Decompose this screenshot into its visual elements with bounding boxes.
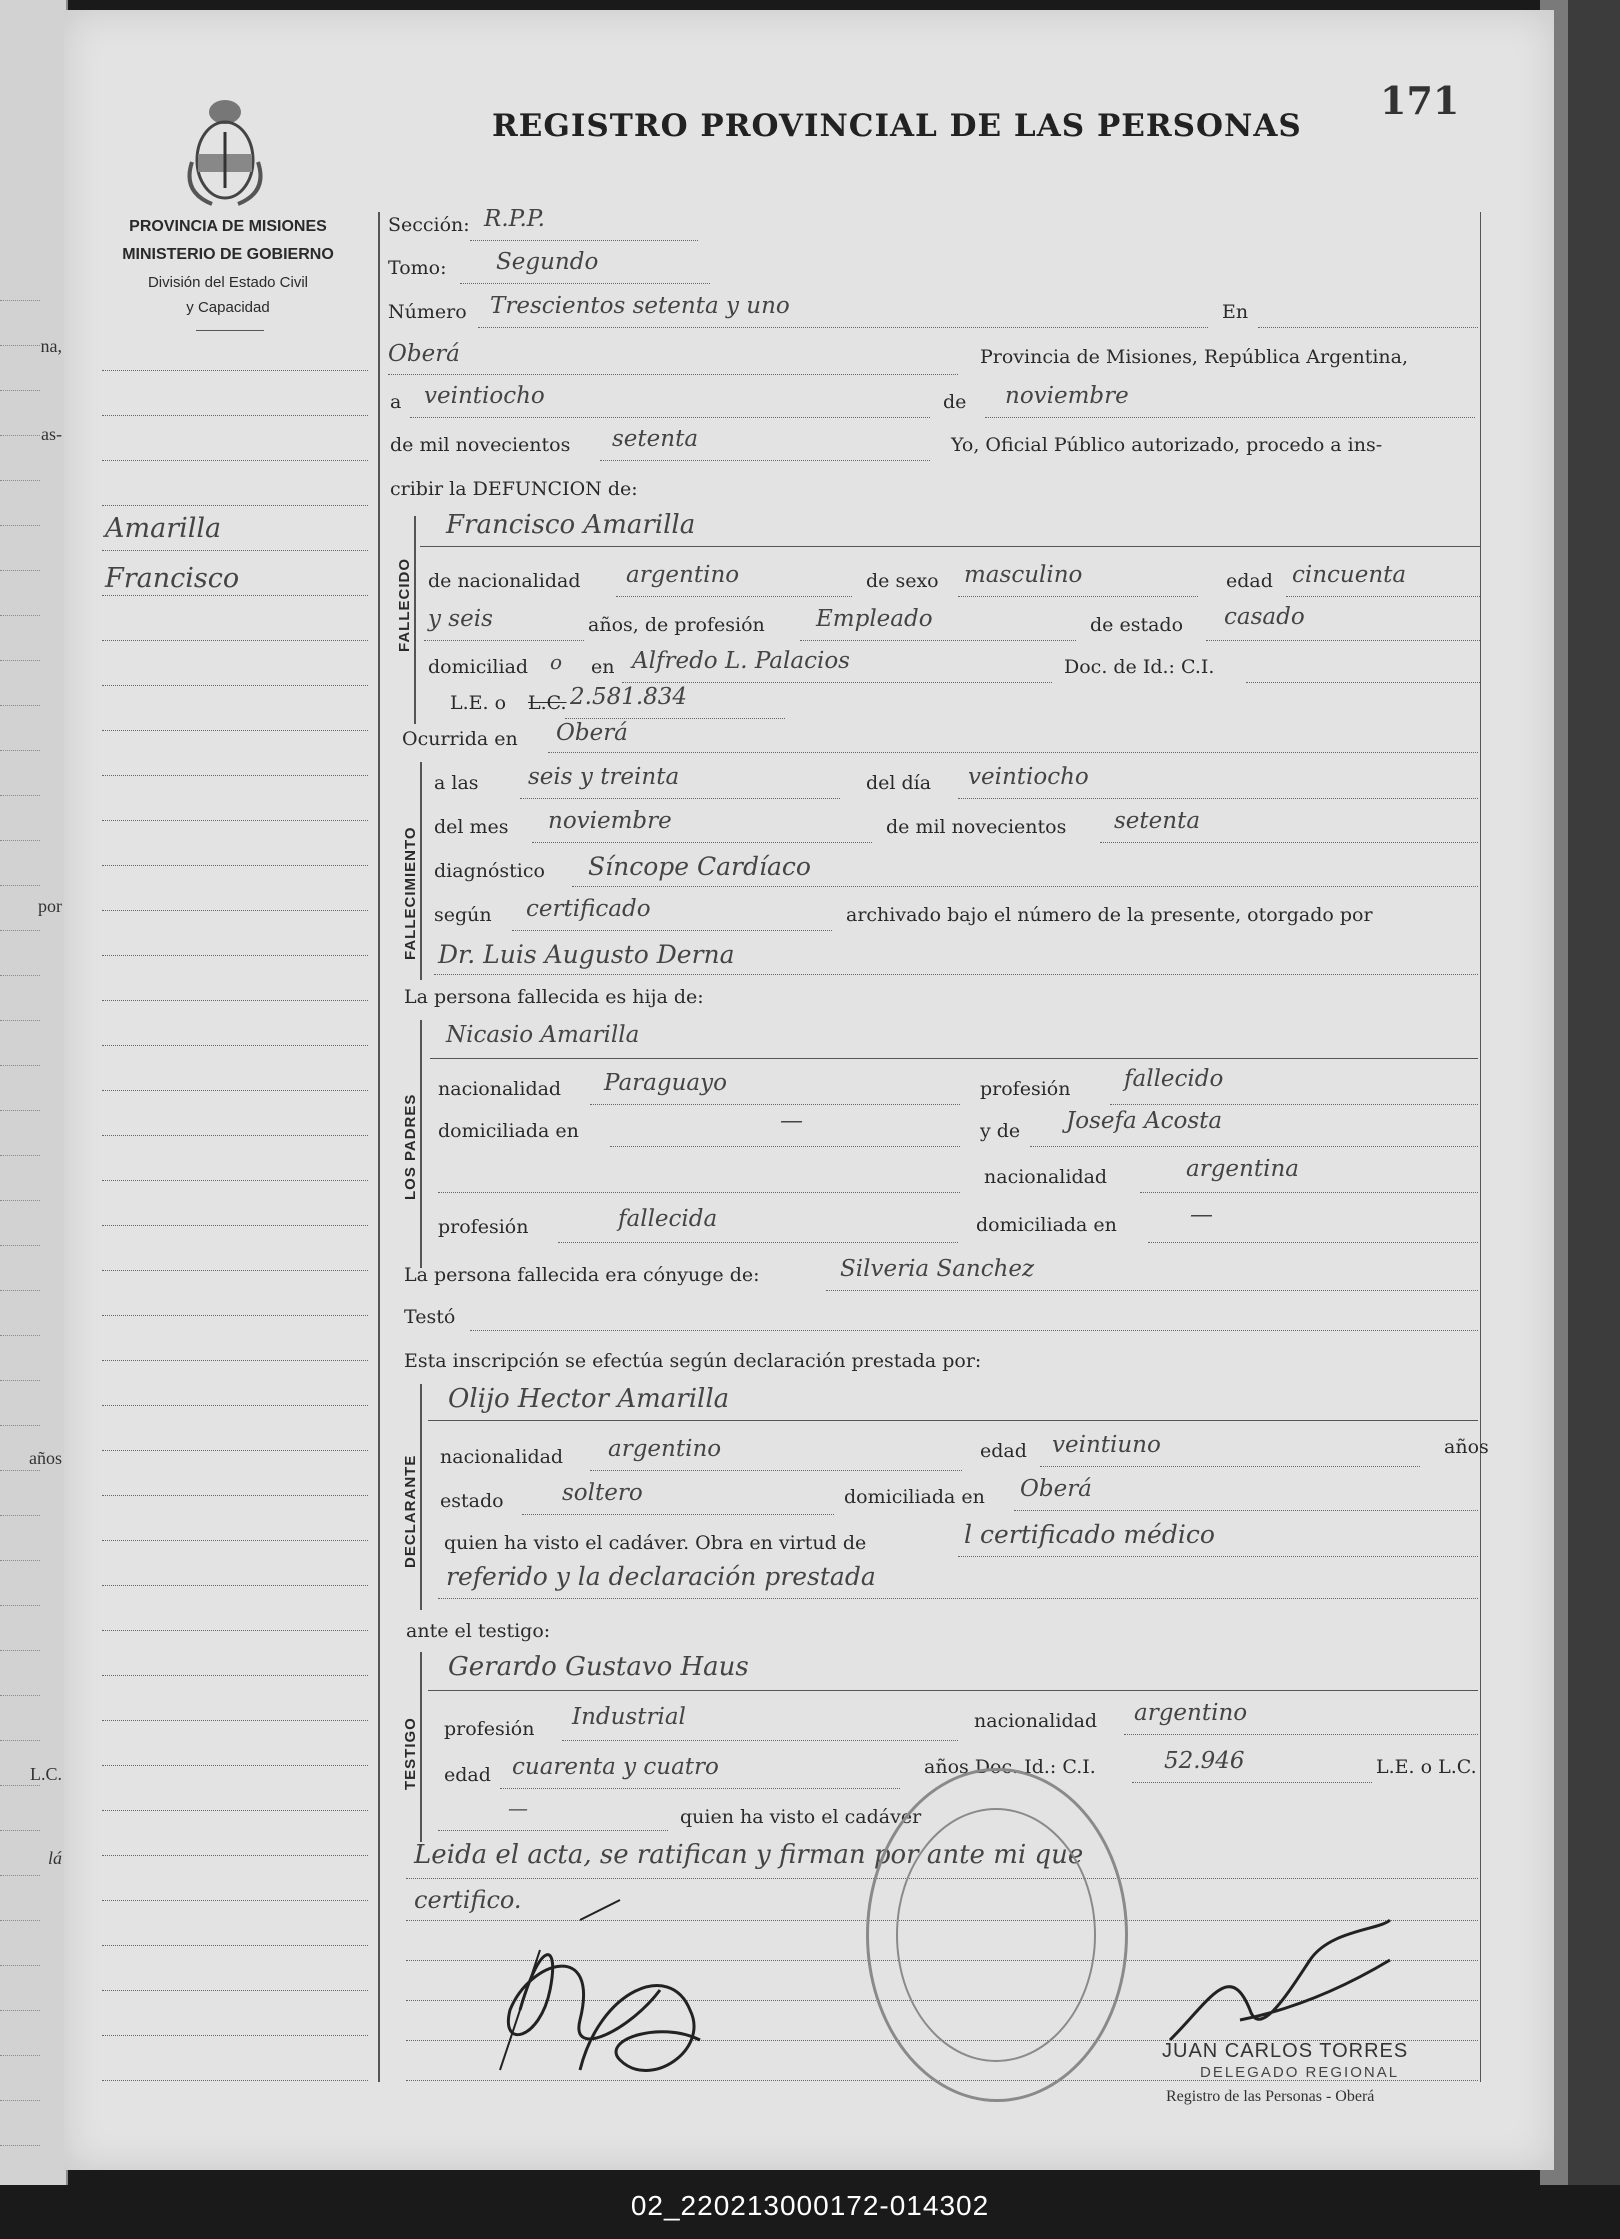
declarante-estado-label: estado xyxy=(440,1490,504,1512)
page-number: 171 xyxy=(1380,78,1460,123)
madre-nac-label: nacionalidad xyxy=(984,1166,1108,1188)
left-page-rule-line xyxy=(0,1785,40,1786)
left-page-rule-line xyxy=(0,2145,40,2146)
fallecido-edad-label: edad xyxy=(1226,570,1273,592)
left-page-rule-line xyxy=(0,1155,40,1156)
left-page-rule-line xyxy=(0,1245,40,1246)
declarante-edad-value: veintiuno xyxy=(1052,1432,1161,1458)
margin-rule-line xyxy=(102,1000,368,1001)
left-page-rule-line xyxy=(0,1740,40,1741)
left-page-rule-line xyxy=(0,480,40,481)
oficial-name: JUAN CARLOS TORRES xyxy=(1162,2040,1409,2062)
left-page-rule-line xyxy=(0,2100,40,2101)
mes-value: noviembre xyxy=(1005,383,1129,409)
yde-label: y de xyxy=(980,1120,1021,1142)
inscribir-text: cribir la DEFUNCION de: xyxy=(390,478,638,500)
left-page-rule-line xyxy=(0,1380,40,1381)
left-page-rule-line xyxy=(0,390,40,391)
margin-rule-line xyxy=(102,1630,368,1631)
left-page-rule-line xyxy=(0,1515,40,1516)
cierre-line2: certifico. xyxy=(414,1886,522,1914)
page-title: REGISTRO PROVINCIAL DE LAS PERSONAS xyxy=(492,108,1302,144)
book-cover-spine xyxy=(1568,0,1620,2185)
fallecido-doc-label: Doc. de Id.: C.I. xyxy=(1064,656,1215,678)
left-page-rule-line xyxy=(0,1650,40,1651)
left-page-rule-line xyxy=(0,885,40,886)
en-label: En xyxy=(1222,301,1249,323)
section-declarante: DECLARANTE xyxy=(402,1454,419,1568)
fallecido-le-value: 2.581.834 xyxy=(570,684,688,710)
left-frag-text: lá xyxy=(47,1848,62,1868)
left-page-rule-line xyxy=(0,840,40,841)
madre-dom-value: — xyxy=(1190,1202,1213,1228)
left-page-rule-line xyxy=(0,435,40,436)
margin-rule-line xyxy=(102,460,368,461)
margin-rule-line xyxy=(102,370,368,371)
header-division: División del Estado Civil xyxy=(147,274,309,291)
declarante-dom-label: domiciliada en xyxy=(844,1486,985,1508)
fallecido-anios-label: años, de profesión xyxy=(588,614,765,636)
left-page-rule-line xyxy=(0,615,40,616)
left-page-rule-line xyxy=(0,345,40,346)
left-page-rule-line xyxy=(0,930,40,931)
section-padres: LOS PADRES xyxy=(402,1093,419,1200)
madre-dom-label: domiciliada en xyxy=(976,1214,1117,1236)
fallecido-nac-label: de nacionalidad xyxy=(428,570,581,592)
left-page-rule-line xyxy=(0,795,40,796)
margin-rule-line xyxy=(102,595,368,596)
testigo-le-label: L.E. o L.C. xyxy=(1376,1756,1477,1778)
margin-rule-line xyxy=(102,1045,368,1046)
margin-rule-line xyxy=(102,1225,368,1226)
section-fallecimiento: FALLECIMIENTO xyxy=(402,826,419,960)
footer-id: 02_220213000172-014302 xyxy=(630,2190,990,2221)
coat-of-arms-icon xyxy=(182,92,268,210)
testigo-ante-label: ante el testigo: xyxy=(406,1620,551,1642)
fallecido-sexo-label: de sexo xyxy=(866,570,939,592)
left-page-rule-line xyxy=(0,1425,40,1426)
signature-testigo xyxy=(560,1950,730,2100)
margin-name: Francisco xyxy=(105,563,240,594)
section-testigo: TESTIGO xyxy=(402,1717,419,1790)
fallecido-prof-value: Empleado xyxy=(816,606,933,632)
margin-rule-line xyxy=(102,1720,368,1721)
margin-rule-line xyxy=(102,1585,368,1586)
ocurrida-value: Oberá xyxy=(556,720,628,746)
padres-intro: La persona fallecida es hija de: xyxy=(404,986,704,1008)
fallecido-nac-value: argentino xyxy=(626,562,740,588)
header-ministry: MINISTERIO DE GOBIERNO xyxy=(122,246,334,263)
ocurrida-label: Ocurrida en xyxy=(402,728,518,750)
inscripcion-text: Esta inscripción se efectúa según declaración prestada por: xyxy=(404,1350,982,1372)
margin-rule-line xyxy=(102,1990,368,1991)
declarante-nac-label: nacionalidad xyxy=(440,1446,564,1468)
fallecido-le-label: L.E. o xyxy=(450,692,507,714)
margin-rule-line xyxy=(102,1945,368,1946)
left-page-rule-line xyxy=(0,660,40,661)
lugar-value: Oberá xyxy=(388,341,460,367)
margin-rule-line xyxy=(102,640,368,641)
de-label: de xyxy=(943,391,967,413)
delmes-value: noviembre xyxy=(548,808,672,834)
testigo-doc-label: años Doc. Id.: C.I. xyxy=(924,1756,1096,1778)
margin-surname: Amarilla xyxy=(105,513,222,544)
madre-prof-label: profesión xyxy=(438,1216,529,1238)
padre-nac-label: nacionalidad xyxy=(438,1078,562,1100)
fallecido-dom-label: domiciliad xyxy=(428,656,529,678)
margin-rule-line xyxy=(102,1540,368,1541)
official-seal-inner xyxy=(896,1808,1096,2062)
oficial-title: DELEGADO REGIONAL xyxy=(1200,2064,1400,2081)
deldia-label: del día xyxy=(866,772,932,794)
alas-value: seis y treinta xyxy=(528,764,680,790)
segun-label: según xyxy=(434,904,492,926)
conyuge-label: La persona fallecida era cónyuge de: xyxy=(404,1264,760,1286)
declarante-obra-value1: l certificado médico xyxy=(964,1520,1215,1549)
left-page-rule-line xyxy=(0,1560,40,1561)
margin-rule-line xyxy=(102,730,368,731)
mil-value-2: setenta xyxy=(1114,808,1201,834)
margin-rule-line xyxy=(102,1180,368,1181)
margin-rule-line xyxy=(102,910,368,911)
conyuge-value: Silveria Sanchez xyxy=(840,1256,1035,1282)
segun-value: certificado xyxy=(526,896,651,922)
declarante-obra-value2: referido y la declaración prestada xyxy=(446,1562,876,1591)
left-page-rule-line xyxy=(0,1110,40,1111)
margin-rule-line xyxy=(102,955,368,956)
left-frag-text: L.C. xyxy=(29,1764,62,1784)
margin-rule-line xyxy=(102,1135,368,1136)
declarante-edad-label: edad xyxy=(980,1440,1027,1462)
margin-rule-line xyxy=(102,1450,368,1451)
header-province: PROVINCIA DE MISIONES xyxy=(129,218,327,235)
margin-rule-line xyxy=(102,2080,368,2081)
margin-rule-line xyxy=(102,1405,368,1406)
fallecido-edad-value: cincuenta xyxy=(1292,562,1407,588)
fallecido-lc-label: L.C. xyxy=(528,692,567,714)
header-underline xyxy=(196,330,264,331)
testigo-dash: — xyxy=(508,1796,528,1820)
tomo-label: Tomo: xyxy=(388,257,447,279)
declarante-nac-value: argentino xyxy=(608,1436,722,1462)
archivado-text: archivado bajo el número de la presente, otorgado por xyxy=(846,904,1373,926)
padre-prof-value: fallecido xyxy=(1124,1066,1224,1092)
left-page-rule-line xyxy=(0,1470,40,1471)
anio-value: setenta xyxy=(612,426,699,452)
margin-rule-line xyxy=(102,1360,368,1361)
mil-label-2: de mil novecientos xyxy=(886,816,1067,838)
margin-rule-line xyxy=(102,1315,368,1316)
testigo-nac-value: argentino xyxy=(1134,1700,1248,1726)
cierre-line1: Leida el acta, se ratifican y firman por ante mi que xyxy=(414,1840,1084,1870)
fallecido-dom-o: o xyxy=(550,650,563,674)
testigo-edad-value: cuarenta y cuatro xyxy=(512,1754,719,1780)
left-frag-text: años xyxy=(29,1448,62,1468)
a-label: a xyxy=(390,391,402,413)
testigo-ci-value: 52.946 xyxy=(1164,1748,1245,1774)
left-frag-text: por xyxy=(38,896,62,916)
margin-rule-line xyxy=(102,1855,368,1856)
margin-rule-line xyxy=(102,415,368,416)
testigo-nac-label: nacionalidad xyxy=(974,1710,1098,1732)
numero-label: Número xyxy=(388,301,467,323)
section-fallecido: FALLECIDO xyxy=(396,558,413,652)
padre-prof-label: profesión xyxy=(980,1078,1071,1100)
margin-rule-line xyxy=(102,865,368,866)
left-page-rule-line xyxy=(0,1065,40,1066)
right-frame-line xyxy=(1480,212,1481,2082)
margin-rule-line xyxy=(102,1810,368,1811)
left-page-rule-line xyxy=(0,300,40,301)
madre-nac-value: argentina xyxy=(1186,1156,1299,1182)
deldia-value: veintiocho xyxy=(968,764,1089,790)
left-page-rule-line xyxy=(0,750,40,751)
main-frame-line xyxy=(378,212,380,2082)
margin-rule-line xyxy=(102,1495,368,1496)
testigo-nombre: Gerardo Gustavo Haus xyxy=(448,1652,749,1682)
testigo-quien-text: quien ha visto el cadáver xyxy=(680,1806,922,1828)
left-page-rule-line xyxy=(0,1020,40,1021)
left-frag-text: na, xyxy=(40,336,62,356)
margin-rule-line xyxy=(102,2035,368,2036)
fallecido-dom-value: Alfredo L. Palacios xyxy=(632,648,850,674)
alas-label: a las xyxy=(434,772,479,794)
left-page-rule-line xyxy=(0,1695,40,1696)
padre-nac-value: Paraguayo xyxy=(604,1070,727,1096)
tomo-value: Segundo xyxy=(496,249,599,275)
madre-prof-value: fallecida xyxy=(618,1206,718,1232)
left-frag-text: as- xyxy=(41,424,62,444)
declarante-nombre: Olijo Hector Amarilla xyxy=(448,1384,730,1414)
testigo-prof-label: profesión xyxy=(444,1718,535,1740)
fallecido-nombre: Francisco Amarilla xyxy=(446,510,696,540)
margin-rule-line xyxy=(102,1900,368,1901)
provincia-text: Provincia de Misiones, República Argentina, xyxy=(980,346,1409,368)
diagnostico-value: Síncope Cardíaco xyxy=(588,852,811,881)
left-page-rule-line xyxy=(0,2055,40,2056)
oficial-office: Registro de las Personas - Oberá xyxy=(1166,2088,1375,2105)
left-page-rule-line xyxy=(0,1200,40,1201)
left-page-rule-line xyxy=(0,1875,40,1876)
testigo-edad-label: edad xyxy=(444,1764,491,1786)
diagnostico-label: diagnóstico xyxy=(434,860,545,882)
left-page-rule-line xyxy=(0,705,40,706)
declarante-estado-value: soltero xyxy=(562,1480,643,1506)
oficial-text: Yo, Oficial Público autorizado, procedo a ins- xyxy=(951,434,1383,456)
left-page-rule-line xyxy=(0,1965,40,1966)
margin-rule-line xyxy=(102,1090,368,1091)
left-page-rule-line xyxy=(0,1920,40,1921)
margin-rule-line xyxy=(102,685,368,686)
left-page-rule-line xyxy=(0,1335,40,1336)
fallecido-estado-value: casado xyxy=(1224,604,1305,630)
seccion-label: Sección: xyxy=(388,214,470,236)
padre-nombre: Nicasio Amarilla xyxy=(446,1022,640,1048)
testo-label: Testó xyxy=(404,1306,456,1328)
margin-rule-line xyxy=(102,505,368,506)
medico-value: Dr. Luis Augusto Derna xyxy=(438,940,735,969)
margin-rule-line xyxy=(102,1675,368,1676)
margin-rule-line xyxy=(102,550,368,551)
dia-value: veintiocho xyxy=(424,383,545,409)
left-page-rule-line xyxy=(0,525,40,526)
margin-rule-line xyxy=(102,1270,368,1271)
left-page-rule-line xyxy=(0,570,40,571)
delmes-label: del mes xyxy=(434,816,509,838)
fallecido-sexo-value: masculino xyxy=(964,562,1083,588)
declarante-dom-value: Oberá xyxy=(1020,1476,1092,1502)
margin-rule-line xyxy=(102,820,368,821)
seccion-value: R.P.P. xyxy=(484,206,545,232)
padre-dom-value: — xyxy=(780,1108,803,1134)
left-page-rule-line xyxy=(0,975,40,976)
mil-label: de mil novecientos xyxy=(390,434,571,456)
testigo-prof-value: Industrial xyxy=(572,1704,686,1730)
numero-value: Trescientos setenta y uno xyxy=(490,293,790,319)
margin-rule-line xyxy=(102,1765,368,1766)
left-page-rule-line xyxy=(0,1605,40,1606)
left-page-rule-line xyxy=(0,1290,40,1291)
padre-dom-label: domiciliada en xyxy=(438,1120,579,1142)
fallecido-estado-label: de estado xyxy=(1090,614,1184,636)
madre-nombre: Josefa Acosta xyxy=(1066,1108,1223,1134)
margin-rule-line xyxy=(102,775,368,776)
header-capacidad: y Capacidad xyxy=(186,299,270,316)
left-page-fragment xyxy=(0,0,68,2185)
declarante-quien-text: quien ha visto el cadáver. Obra en virtud de xyxy=(444,1532,867,1554)
fallecido-en-label: en xyxy=(591,656,615,678)
fallecido-edad-value2: y seis xyxy=(428,606,493,632)
left-page-rule-line xyxy=(0,2010,40,2011)
declarante-anios-label: años xyxy=(1444,1436,1489,1458)
left-page-rule-line xyxy=(0,1830,40,1831)
